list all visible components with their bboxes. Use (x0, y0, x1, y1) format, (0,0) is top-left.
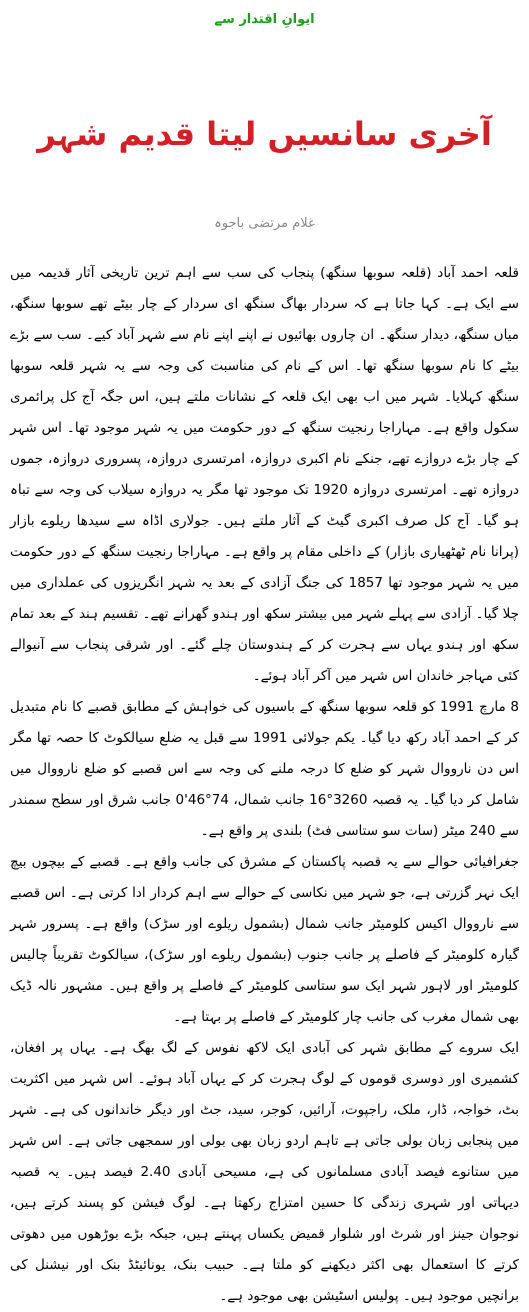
paragraph-1: قلعہ احمد آباد (قلعہ سوبھا سنگھ) پنجاب کی سب سے اہم ترین تاریخی آثار قدیمہ میں سے ایک ہے۔ کہا جاتا ہے کہ سردار بھاگ سنگھ ای سردار کے چار بیٹے تھے سوبھا سنگھ، میاں سنگھ، دیدار سنگھ۔ ان چاروں بھائیوں نے اپنے اپنے نام سے شہر آباد کیے۔ سب سے بڑے بیٹے کا نام سوبھا سنگھ تھا۔ اس کے نام کی مناسبت کی وجہ سے یہ شہر قلعہ سوبھا سنگھ کہلایا۔ شہر میں اب بھی ایک قلعہ کے نشانات ملتے ہیں، اس جگہ آج کل پرائمری سکول واقع ہے۔ مہاراجا رنجیت سنگھ کے دور حکومت میں یہ شہر موجود تھا۔ اس شہر کے چار بڑے دروازے تھے، جنکے نام اکبری دروازہ، امرتسری دروازہ، پسروری دروازہ، جموں دروازہ تھے۔ امرتسری دروازہ 1920 تک موجود تھا مگر یہ دروازہ سیلاب کی وجہ سے تباہ ہو گیا۔ آج کل صرف اکبری گیٹ کے آثار ملتے ہیں۔ جولاری اڈاہ سے سیدھا ریلوے بازار (پرانا نام ٹھٹھیاری بازار) کے داخلی مقام پر واقع ہے۔ مہاراجا رنجیت سنگھ کے دور حکومت میں یہ شہر موجود تھا 1857 کی جنگ آزادی کے بعد یہ شہر انگریزوں کی عملداری میں چلا گیا۔ آزادی سے پہلے شہر میں بیشتر سکھ اور ہندو گھرانے تھے۔ تقسیم ہند کے بعد تمام سکھ اور ہندو یہاں سے ہجرت کر کے ہندوستان چلے گئے۔ اور شرقی پنجاب سے آنیوالے کئی مہاجر خاندان اس شہر میں آکر آباد ہوئے۔ (10, 265, 519, 684)
paragraph-2: 8 مارچ 1991 کو قلعہ سوبھا سنگھ کے باسیوں کی خواہش کے مطابق قصبے کا نام متبدیل کر کے احمد آباد رکھ دیا گیا۔ یکم جولائی 1991 سے قبل یہ ضلع سیالکوٹ کا حصہ تھا مگر اس دن نارووال شہر کو ضلع کا درجہ ملنے کی وجہ سے اس قصبے کو ضلع نارووال میں شامل کر دیا گیا۔ یہ قصبہ 3260°16 جانب شمال، 74°46'0 جانب شرق اور سطح سمندر سے 240 میٹر (سات سو ستاسی فٹ) بلندی پر واقع ہے۔ (10, 699, 519, 839)
headline: آخری سانسیں لیتا قدیم شہر (37, 115, 492, 153)
section-label: ایوانِ اقتدار سے (214, 12, 315, 27)
article-body (10, 258, 519, 1312)
paragraph-3: جغرافیائی حوالے سے یہ قصبہ پاکستان کے مشرق کی جانب واقع ہے۔ قصبے کے بیچوں بیچ ایک نہر گزرتی ہے، جو شہر میں نکاسی کے حوالے سے اہم کردار ادا کرتی ہے۔ اس قصبے سے نارووال اکیس کلومیٹر جانب شمال (بشمول ریلوے اور سڑک) واقع ہے۔ پسرور شہر گیارہ کلومیٹر کے فاصلے پر جانب جنوب (بشمول ریلوے اور سڑک)، سیالکوٹ تقریباً چالیس کلومیٹر اور لاہور شہر ایک سو ستاسی کلومیٹر کے فاصلے پر واقع ہیں۔ مشہور نالہ ڈیک بھی شمال مغرب کی جانب چار کلومیٹر کے فاصلے پر بہتا ہے۔ (10, 854, 519, 1025)
paragraph-4: ایک سروے کے مطابق شہر کی آبادی ایک لاکھ نفوس کے لگ بھگ ہے۔ یہاں پر افغان، کشمیری اور دوسری قوموں کے لوگ ہجرت کر کے یہاں آباد ہوئے۔ اس شہر میں اکثریت بٹ، خواجہ، ڈار، ملک، راجپوت، آرائیں، کوجر، سید، جٹ اور دیگر خاندانوں کی ہے۔ شہر میں پنجابی زبان بولی جاتی ہے تاہم اردو زبان بھی بولی اور سمجھی جاتی ہے۔ اس شہر میں ستانوے فیصد آبادی مسلمانوں کی ہے، مسیحی آبادی 2.40 فیصد ہیں۔ یہ قصبہ دیہاتی اور شہری زندگی کا حسین امتزاج رکھتا ہے۔ لوگ فیشن کو پسند کرتے ہیں، نوجوان جینز اور شرٹ اور شلوار قمیض یکساں پہنتے ہیں، جبکہ بڑے بوڑھوں میں دھوتی کرتے کا استعمال بھی اکثر دیکھنے کو ملتا ہے۔ حبیب بنک، یونائیٹڈ بنک اور نیشنل کی برانچیں موجود ہیں۔ پولیس اسٹیشن بھی موجود ہے۔ (10, 1040, 520, 1304)
byline: غلام مرتضی باجوہ (214, 216, 315, 231)
